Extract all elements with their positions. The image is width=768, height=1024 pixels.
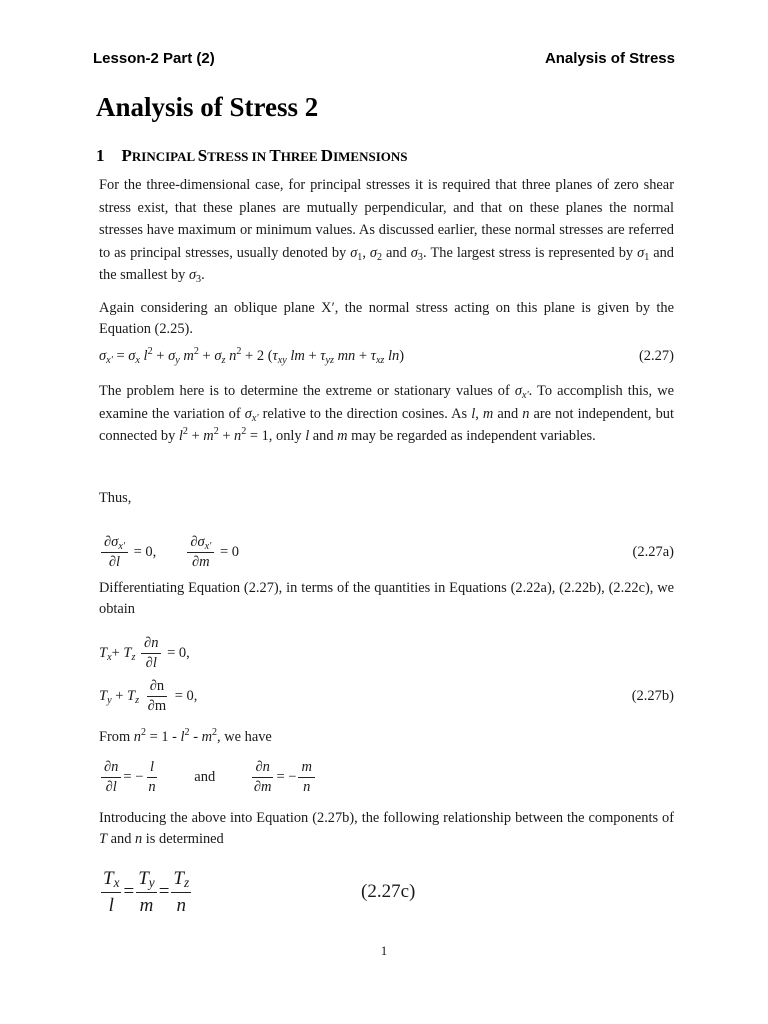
text: +: [304, 348, 321, 364]
subscript: z: [221, 355, 226, 366]
text: ,: [475, 405, 483, 422]
subscript: z: [131, 652, 136, 663]
sigma-symbol: σ: [168, 348, 176, 364]
section-title-part: IMENSIONS: [333, 149, 408, 164]
text: relative to the direction cosines. As: [258, 405, 472, 422]
variable: n: [234, 428, 242, 444]
text: = −: [276, 769, 297, 785]
equation-2-27c: [99, 862, 674, 922]
subscript: 1: [644, 251, 650, 263]
fraction: [101, 866, 121, 919]
subscript: 1: [357, 251, 363, 263]
variable: T: [127, 688, 136, 704]
variable: m: [482, 405, 494, 422]
numerator: ∂σ: [190, 534, 205, 551]
variable: m: [201, 729, 212, 745]
text: =: [158, 881, 170, 902]
text: . To accomplish this, we examine the variation of: [99, 383, 674, 422]
numerator: T: [138, 868, 149, 890]
subscript: x': [118, 541, 125, 553]
denominator: ∂l: [108, 554, 121, 571]
text: = 1, only: [246, 428, 306, 444]
section-title-part: T: [269, 146, 281, 165]
fraction: [145, 758, 158, 797]
sigma-symbol: σ: [128, 348, 136, 364]
superscript: 2: [241, 426, 247, 437]
fraction: [141, 634, 161, 673]
fraction: [101, 533, 128, 572]
subscript: x: [107, 652, 112, 663]
text: and: [107, 830, 135, 847]
text: +: [187, 428, 204, 444]
variable: T: [99, 645, 108, 661]
text: For the three-dimensional case, for principal stresses it is required that three planes of zero shear stress exist, that these planes are mutually perpendicular, and that on these planes the normal stresses have maximum or minimum values. As discussed earlier, these normal stresses are referred to as principal stresses, usually denoted by: [99, 177, 674, 261]
section-title-part: TRESS IN: [207, 149, 270, 164]
fraction: [251, 758, 275, 797]
text: =: [123, 881, 135, 902]
text: are not independent, but connected by: [99, 405, 674, 444]
text: = 0,: [163, 645, 190, 661]
variable: T: [99, 830, 108, 847]
numerator: l: [147, 758, 157, 778]
page-number: 1: [380, 943, 388, 958]
paragraph-oblique-plane: [99, 298, 674, 339]
paragraph-from-relation: [99, 726, 674, 749]
numerator: ∂n: [141, 634, 161, 654]
text: and: [493, 405, 523, 422]
variable: n: [133, 729, 141, 745]
superscript: 2: [193, 346, 199, 357]
numerator: ∂n: [101, 758, 121, 778]
denominator: ∂m: [191, 554, 210, 571]
fraction: [171, 866, 191, 919]
denominator: n: [176, 895, 187, 917]
fraction: [298, 758, 314, 797]
text: and: [194, 769, 216, 785]
text: and the smallest by: [99, 244, 674, 283]
fraction: [187, 533, 214, 572]
text: +: [152, 348, 169, 364]
plane-symbol: X: [321, 300, 332, 316]
variable: l: [139, 348, 148, 364]
variable: ln: [384, 348, 400, 364]
subscript: z: [135, 695, 140, 706]
text: +: [111, 688, 128, 704]
equation-number: (2.27b): [631, 688, 674, 704]
denominator: l: [108, 895, 114, 917]
variable: l: [178, 428, 183, 444]
text: = 0: [216, 544, 239, 560]
running-header-topic: Analysis of Stress: [544, 50, 675, 67]
equation-2-27b-second: [99, 673, 674, 719]
subscript: 3: [417, 251, 423, 263]
denominator: ∂m: [253, 779, 272, 796]
variable: m: [203, 428, 214, 444]
section-heading: [96, 146, 408, 166]
sigma-symbol: σ: [514, 383, 522, 399]
denominator: ∂l: [145, 655, 157, 672]
text: Again considering an oblique plane: [99, 300, 322, 316]
superscript: 2: [147, 346, 153, 357]
variable: n: [225, 348, 237, 364]
text: , we have: [217, 729, 272, 745]
variable: n: [522, 405, 530, 422]
text: ): [399, 348, 405, 364]
text: = 0,: [171, 688, 198, 704]
tau-symbol: τ: [370, 348, 376, 364]
tau-symbol: τ: [320, 348, 326, 364]
equation-number: (2.27c): [361, 881, 416, 902]
paragraph-introducing: [99, 808, 674, 849]
prime-symbol: ′: [331, 300, 335, 316]
sigma-symbol: σ: [369, 244, 378, 261]
subscript: x: [113, 875, 120, 891]
denominator: ∂l: [105, 779, 117, 796]
subscript: y: [175, 355, 180, 366]
numerator: m: [298, 758, 314, 778]
denominator: ∂m: [147, 698, 167, 715]
superscript: 2: [141, 727, 147, 738]
variable: l: [180, 729, 185, 745]
text: +: [355, 348, 371, 364]
text: , the normal stress acting on this plane is given by the Equation (2.25).: [99, 300, 674, 337]
subscript: 3: [196, 274, 202, 285]
section-title-part: HREE: [280, 149, 321, 164]
text: .: [201, 267, 205, 283]
thus-label: Thus,: [99, 490, 132, 506]
superscript: 2: [213, 426, 219, 437]
subscript: z: [183, 875, 190, 891]
text: = 0,: [130, 544, 157, 560]
denominator: m: [139, 895, 154, 917]
numerator: ∂σ: [104, 534, 119, 551]
superscript: 2: [184, 727, 190, 738]
section-number: 1: [96, 146, 105, 165]
text: +: [111, 645, 124, 661]
text: may be regarded as independent variables.: [347, 428, 596, 444]
superscript: 2: [182, 426, 188, 437]
equation-2-27: [99, 345, 674, 367]
text: . The largest stress is represented by: [422, 244, 638, 261]
numerator: ∂n: [147, 677, 167, 697]
denominator: n: [303, 779, 311, 796]
fraction: [145, 677, 169, 716]
section-title-part: D: [320, 146, 334, 165]
subscript: 2: [377, 251, 383, 263]
sigma-symbol: σ: [214, 348, 222, 364]
sigma-symbol: σ: [188, 267, 197, 283]
text: = 1 -: [146, 729, 181, 745]
variable: mn: [333, 348, 356, 364]
variable: T: [99, 688, 108, 704]
tau-symbol: τ: [272, 348, 278, 364]
denominator: n: [148, 779, 156, 796]
text: +: [218, 428, 235, 444]
section-title-part: S: [197, 146, 208, 165]
numerator: ∂n: [252, 758, 272, 778]
subscript: xy: [277, 355, 287, 366]
subscript: y: [148, 875, 155, 891]
text: Introducing the above into Equation (2.27b), the following relationship between the components of: [99, 810, 674, 826]
text: +: [198, 348, 215, 364]
paragraph-stationary-values: [99, 380, 674, 448]
fraction: [101, 758, 121, 797]
sigma-symbol: σ: [637, 244, 645, 261]
equation-number: (2.27): [638, 348, 674, 364]
running-header-lesson: Lesson-2 Part (2): [93, 50, 215, 67]
equation-2-27b-first: [99, 630, 674, 676]
subscript: x': [251, 412, 259, 424]
variable: n: [135, 830, 143, 847]
numerator: T: [173, 868, 184, 890]
sigma-symbol: σ: [244, 405, 252, 422]
paragraph-principal-stresses: [99, 174, 674, 287]
superscript: 2: [212, 727, 218, 738]
subscript: x: [135, 355, 140, 366]
variable: T: [123, 645, 132, 661]
section-title-part: RINCIPAL: [131, 149, 198, 164]
text: =: [112, 348, 129, 364]
page-title: Analysis of Stress 2: [96, 92, 319, 122]
text: = −: [123, 769, 144, 785]
section-title-part: P: [121, 146, 132, 165]
variable: l: [471, 405, 476, 422]
subscript: x': [204, 541, 212, 553]
superscript: 2: [236, 346, 242, 357]
equation-partial-derivatives: [99, 752, 674, 802]
sigma-symbol: σ: [410, 244, 418, 261]
variable: lm: [286, 348, 305, 364]
fraction: [136, 866, 156, 919]
subscript: x': [521, 390, 529, 401]
text: and: [309, 428, 338, 444]
variable: l: [305, 428, 310, 444]
numerator: T: [103, 868, 114, 890]
text: is determined: [142, 830, 224, 847]
sigma-symbol: σ: [99, 348, 107, 364]
text: From: [99, 729, 134, 745]
text: + 2 (: [241, 348, 273, 364]
text: The problem here is to determine the extreme or stationary values of: [99, 383, 515, 399]
sigma-symbol: σ: [350, 244, 358, 261]
subscript: yz: [325, 355, 334, 366]
subscript: xz: [375, 355, 385, 366]
equation-2-27a: [99, 527, 674, 577]
variable: m: [337, 428, 348, 444]
subscript: y: [107, 695, 112, 706]
subscript: x': [106, 355, 113, 366]
equation-number: (2.27a): [632, 544, 674, 560]
paragraph-differentiating: Differentiating Equation (2.27), in terms of the quantities in Equations (2.22a), (2.22b), (2.22c), we obtain: [99, 580, 674, 617]
variable: m: [179, 348, 194, 364]
text: and: [382, 244, 411, 261]
text: -: [189, 729, 202, 745]
text: ,: [362, 244, 370, 261]
